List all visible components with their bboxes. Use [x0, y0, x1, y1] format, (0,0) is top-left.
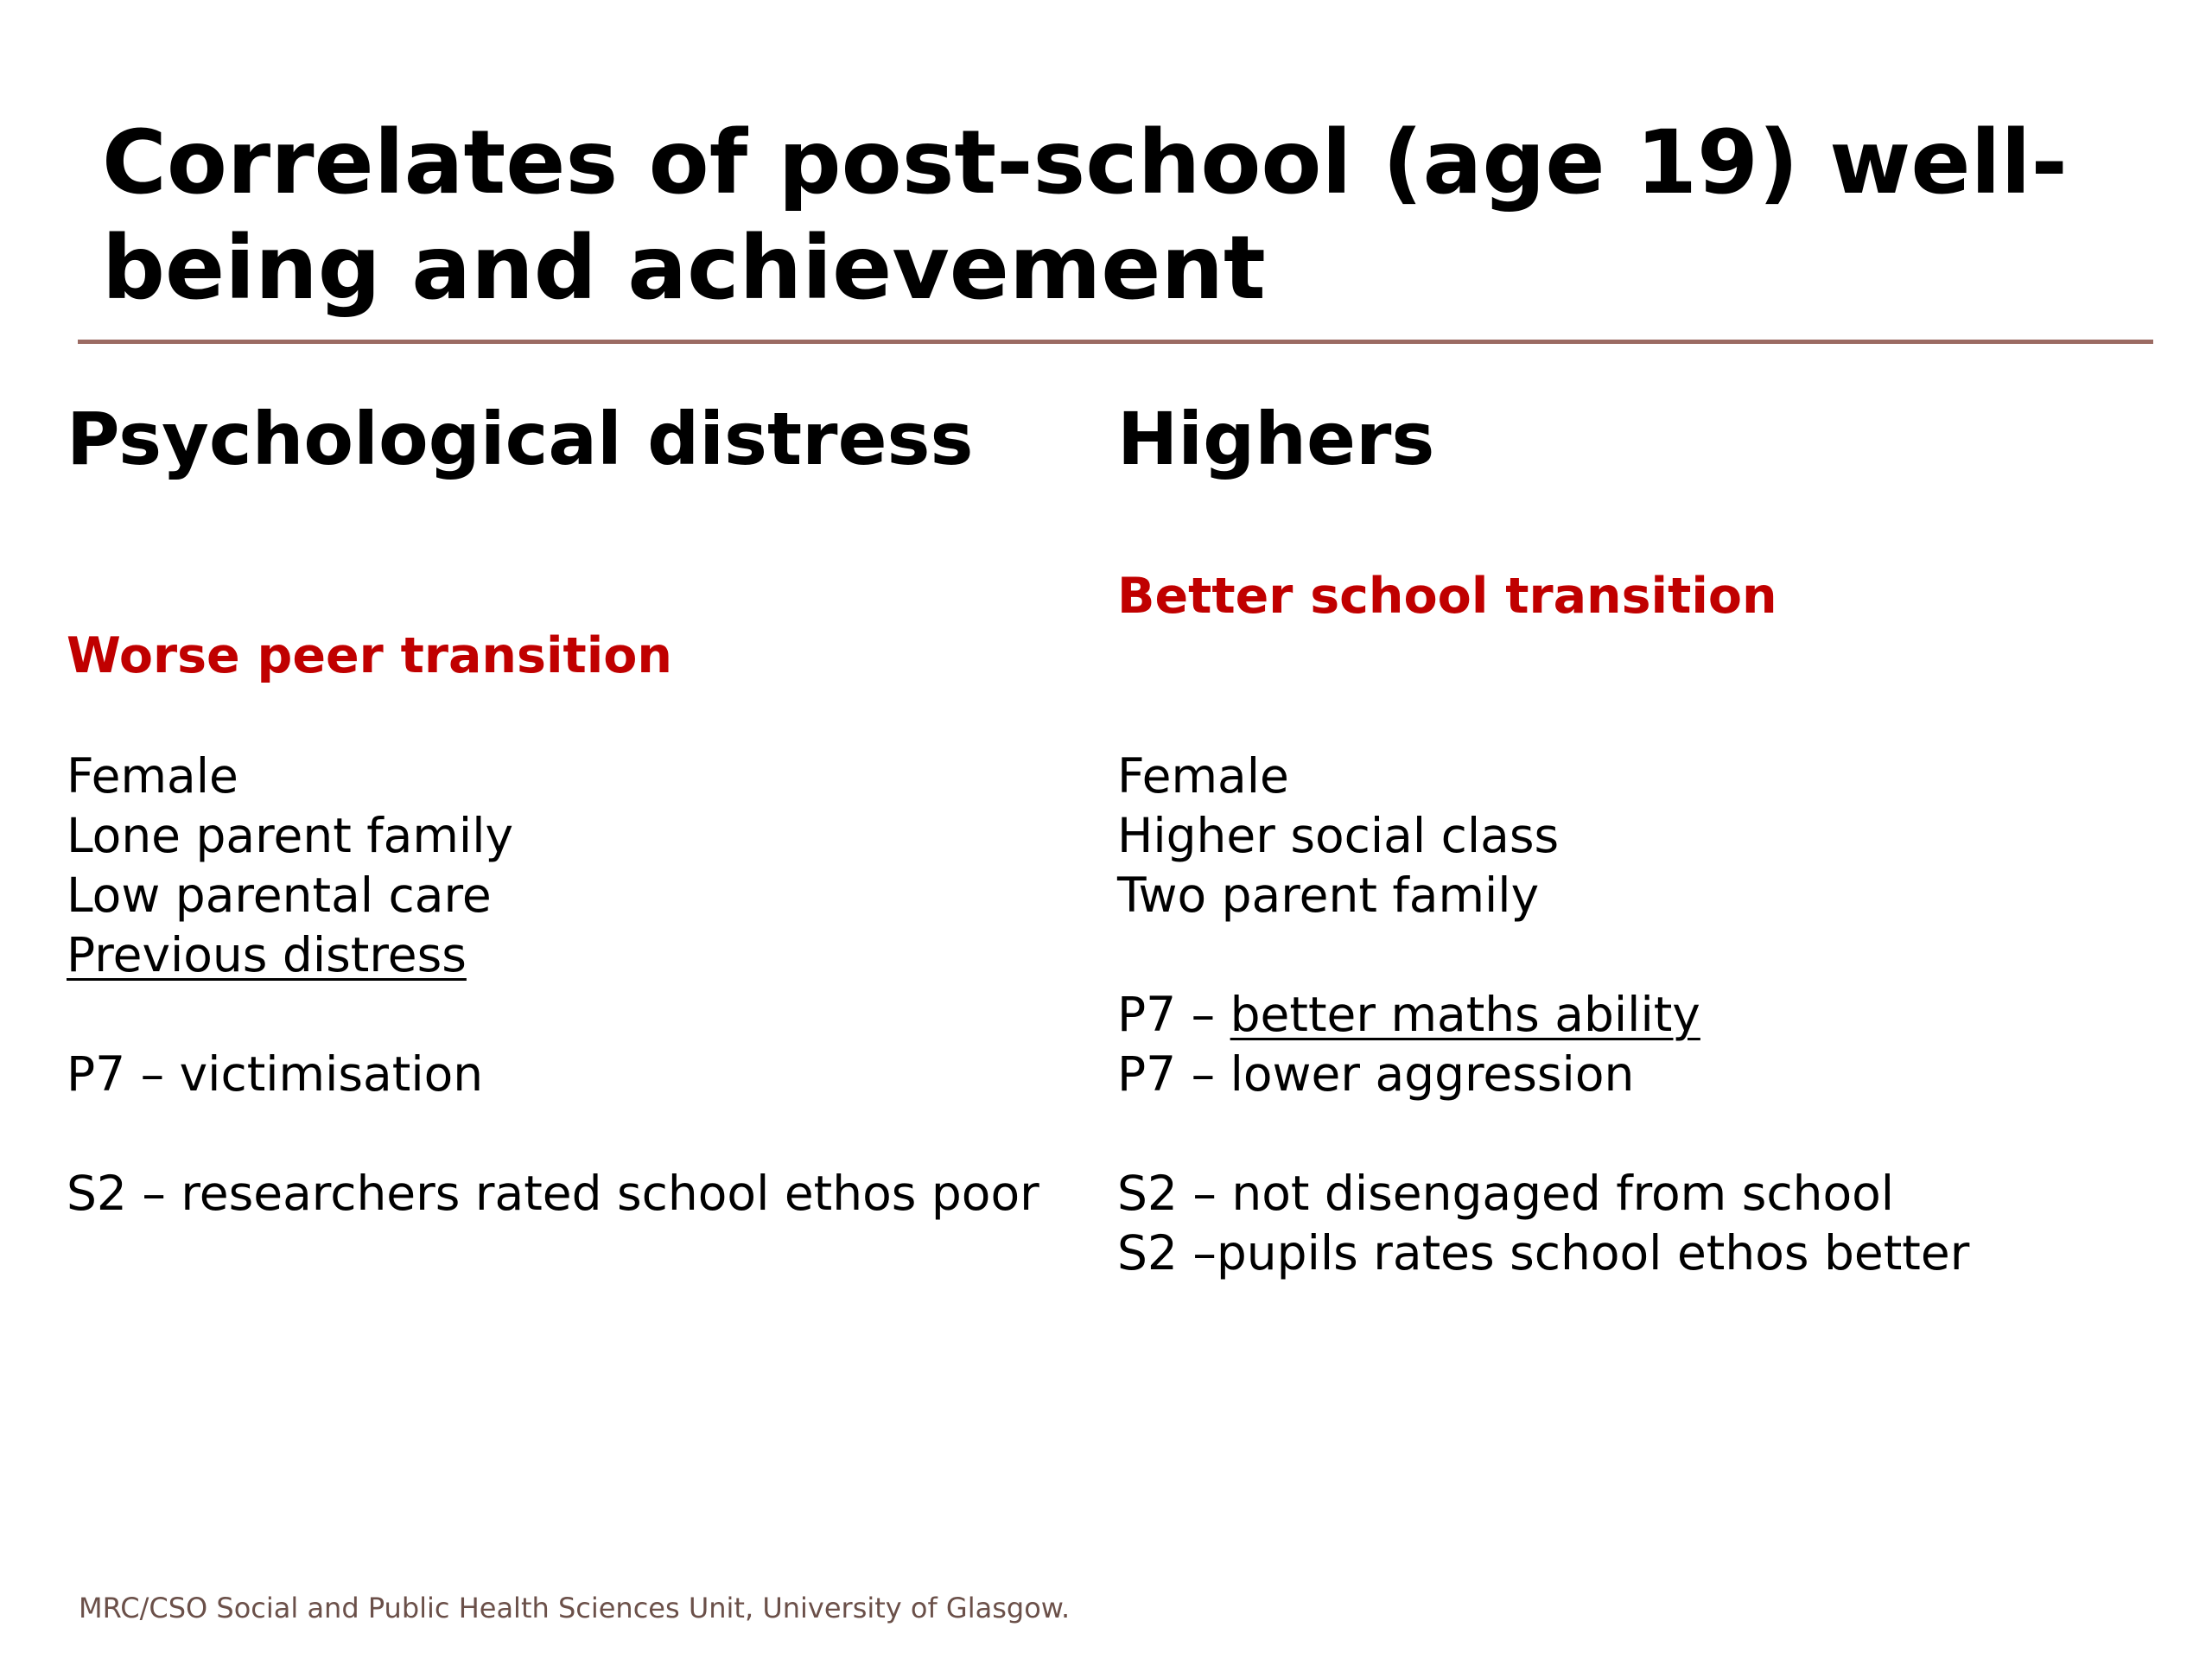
list-spacer — [1117, 925, 2094, 985]
left-heading: Psychological distress — [67, 397, 974, 481]
list-item: Higher social class — [1117, 808, 1560, 863]
list-item: S2 –pupils rates school ethos better — [1117, 1225, 1970, 1281]
list-item: S2 – not disengaged from school — [1117, 1166, 1895, 1221]
list-item: Low parental care — [67, 868, 492, 923]
slide-title: Correlates of post-school (age 19) well-being and achievement — [102, 111, 2068, 320]
right-item-list — [1117, 747, 2094, 1283]
list-item — [67, 925, 1043, 985]
list-spacer — [67, 985, 1043, 1045]
footer-credit: MRC/CSO Social and Public Health Sciences Unit, University of Glasgow. — [79, 1592, 1071, 1624]
list-item: Female — [67, 748, 238, 804]
list-item: S2 – researchers rated school ethos poor — [67, 1166, 1039, 1221]
underlined-text: better maths ability — [1230, 987, 1700, 1042]
list-spacer — [1117, 1104, 2094, 1164]
list-item-prefix: P7 – — [1117, 987, 1230, 1042]
underlined-text: Previous distress — [67, 927, 467, 982]
right-subhead: Better school transition — [1117, 568, 1777, 625]
list-item: Two parent family — [1117, 868, 1540, 923]
list-spacer — [67, 1104, 1043, 1164]
list-item: Lone parent family — [67, 808, 514, 863]
list-item: Female — [1117, 748, 1289, 804]
list-item: P7 – victimisation — [67, 1046, 484, 1102]
right-heading: Highers — [1117, 397, 1435, 481]
left-item-list — [67, 747, 1043, 1224]
title-divider — [78, 340, 2153, 344]
left-subhead: Worse peer transition — [67, 627, 673, 684]
list-item: P7 – lower aggression — [1117, 1046, 1635, 1102]
list-item — [1117, 985, 2094, 1045]
